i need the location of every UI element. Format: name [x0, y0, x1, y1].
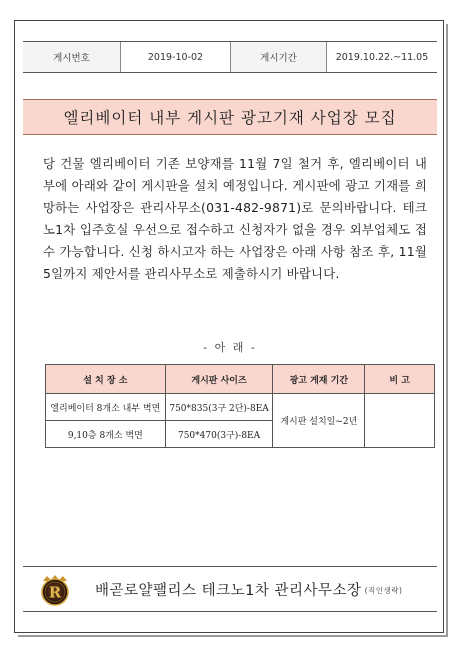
post-number-value: 2019-10-02 — [121, 42, 231, 72]
row-location: 9,10층 8개소 벽면 — [46, 421, 166, 448]
installation-table — [45, 364, 435, 448]
posting-period-value: 2019.10.22.~11.05 — [335, 51, 429, 63]
office-signature — [95, 567, 402, 611]
row-size: 750*835(3구 2단)-8EA — [165, 394, 273, 421]
table-header-row — [46, 365, 435, 394]
royal-palace-logo-icon — [37, 571, 73, 607]
details-heading: - 아 래 - — [203, 341, 257, 354]
posting-info-bar — [23, 41, 437, 73]
seal-omitted-note: (직인생략) — [364, 585, 403, 595]
table-row — [46, 394, 435, 421]
row-size: 750*470(3구)-8EA — [165, 421, 273, 448]
header-size: 게시판 사이즈 — [165, 365, 273, 394]
office-name: 배곧로얄팰리스 테크노1차 관리사무소장 — [95, 582, 362, 599]
notice-document — [14, 20, 444, 633]
header-remark: 비 고 — [365, 365, 435, 394]
post-number-label: 게시번호 — [23, 42, 121, 72]
notice-title: 엘리베이터 내부 게시판 광고기재 사업장 모집 — [23, 99, 437, 135]
row-remark — [365, 394, 435, 448]
posting-period-label: 게시기간 — [231, 42, 327, 72]
issuer-footer — [23, 566, 437, 612]
header-period: 광고 게재 기간 — [273, 365, 365, 394]
notice-body: 당 건물 엘리베이터 기존 보양재를 11월 7일 철거 후, 엘리베이터 내부에 아래와 같이 게시판을 설치 예정입니다. 게시판에 광고 기재를 희망하는 사업장은 관리사무소(031-482-9871)로 문의바랍니다. 테크노1차 입주호실 우선으로 접수하고 신청자가 없을 경우 외부업체도 접수 가능합니다. 신청 하시고자 하는 사업장은 아래 사항 참조 후, 11월 5일까지 제안서를 관리사무소로 제출하시기 바랍니다. — [43, 156, 427, 281]
row-location: 엘리베이터 8개소 내부 벽면 — [46, 394, 166, 421]
header-location: 설 치 장 소 — [46, 365, 166, 394]
logo-letter: R — [48, 583, 62, 602]
row-period: 게시판 설치일~2년 — [273, 394, 365, 448]
